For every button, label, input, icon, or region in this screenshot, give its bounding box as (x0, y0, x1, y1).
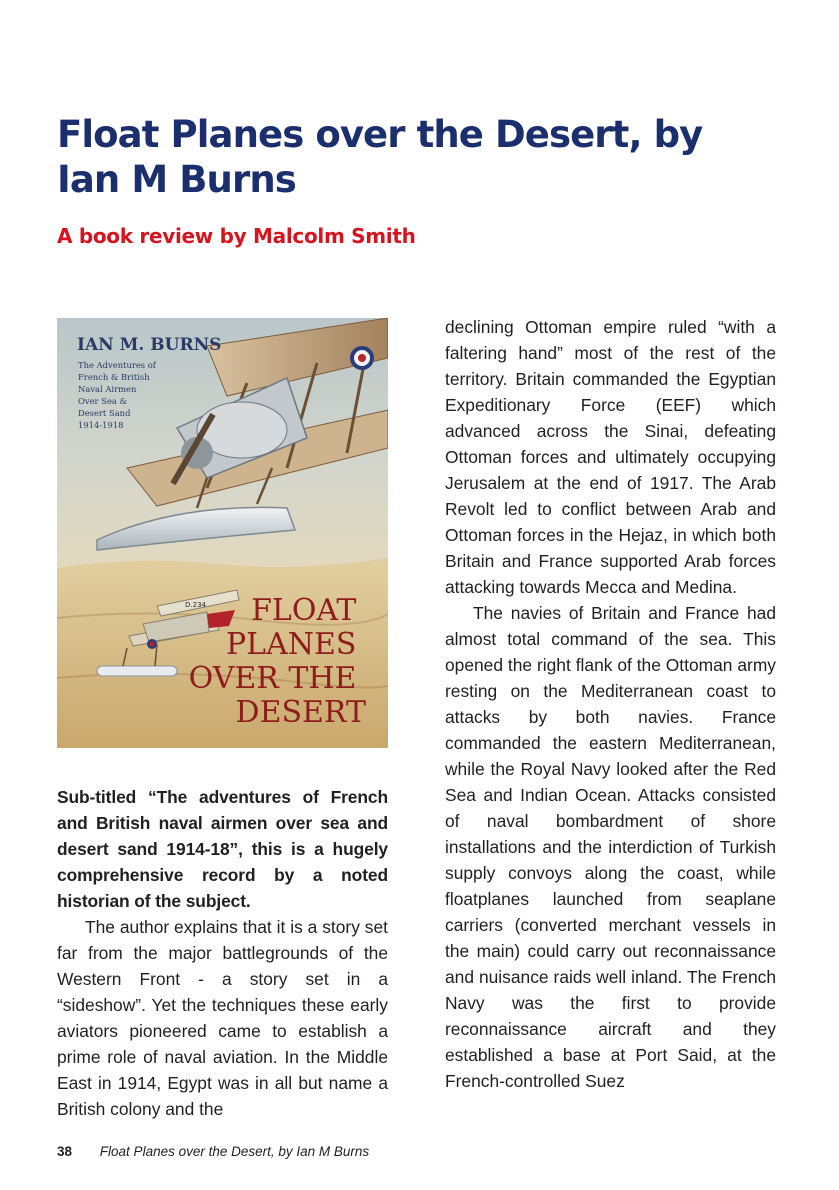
body-paragraph: The navies of Britain and France had almost total command of the sea. This opened the right flank of the Ottoman army resting on the Mediterranean coast to attacks by both navies. France commanded the eastern Mediterranean, while the Royal Navy looked after the Red Sea and Indian Ocean. Attacks consisted of naval bombardment of shore installations and the interdiction of Turkish supply convoys along the coast, while floatplanes launched from seaplane carriers (converted merchant vessels in the main) could carry out reconnaissance and nuisance raids well inland. The French Navy was the first to provide reconnaissance aircraft and they established a base at Port Said, at the French-controlled Suez (445, 603, 776, 1091)
body-paragraph: The author explains that it is a story set far from the major battlegrounds of the Western Front - a story set in a “sideshow”. Yet the techniques these early aviators pioneered came to establish a prime role of naval aviation. In the Middle East in 1914, Egypt was in all but name a British colony and the (57, 917, 388, 1119)
page-footer (57, 1143, 369, 1161)
running-title: Float Planes over the Desert, by Ian M Burns (99, 1144, 370, 1159)
cover-author: IAN M. BURNS (77, 335, 222, 355)
aircraft-number: D.234 (185, 601, 206, 609)
cover-subtitle-line: Over Sea & (78, 396, 128, 406)
cover-title-line: PLANES (225, 627, 357, 662)
page-number: 38 (57, 1144, 73, 1159)
book-cover-image (57, 318, 388, 748)
article-title: Float Planes over the Desert, by Ian M Burns (57, 113, 703, 201)
left-column (57, 784, 388, 1122)
lead-paragraph: Sub-titled “The adventures of French and British naval airmen over sea and desert sand 1914-18”, this is a hugely comprehensive record by a noted historian of the subject. (57, 787, 388, 911)
cover-subtitle-line: French & British (78, 372, 150, 382)
cover-subtitle-line: Desert Sand (78, 408, 131, 418)
cover-title-line: FLOAT (251, 593, 357, 628)
cover-title-line: OVER THE (188, 661, 357, 696)
cover-subtitle-line: The Adventures of (78, 360, 156, 370)
article-byline: A book review by Malcolm Smith (57, 224, 416, 248)
cover-subtitle-line: Naval Airmen (78, 384, 137, 394)
right-column (445, 314, 776, 1094)
cover-title-line: DESERT (235, 695, 366, 730)
body-paragraph: declining Ottoman empire ruled “with a faltering hand” most of the rest of the territory. Britain commanded the Egyptian Expeditionary Force (EEF) which advanced across the Sinai, defeating Ottoman forces and ultimately occupying Jerusalem at the end of 1917. The Arab Revolt led to conflict between Arab and Ottoman forces in the Hejaz, in which both Britain and France supported Arab forces attacking towards Mecca and Medina. (445, 317, 776, 597)
cover-subtitle-line: 1914-1918 (78, 420, 124, 430)
